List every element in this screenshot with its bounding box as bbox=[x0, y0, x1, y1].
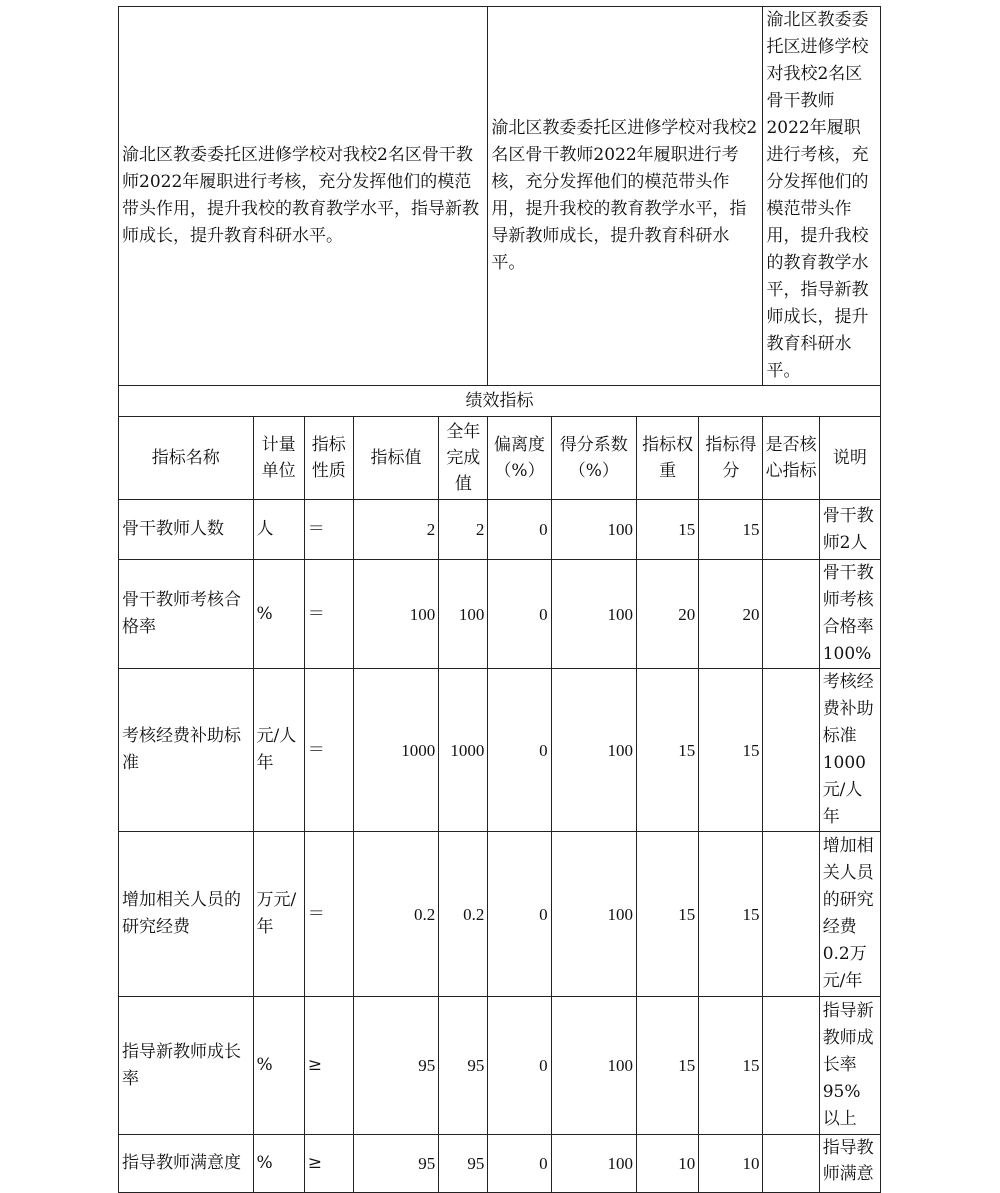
weight: 15 bbox=[636, 500, 698, 560]
description-cell: 渝北区教委委托区进修学校对我校2名区骨干教师2022年履职进行考核，充分发挥他们的模范带头作用，提升我校的教育教学水平，指导新教师成长，提升教育科研水平。 bbox=[763, 7, 881, 386]
score-coefficient: 100 bbox=[551, 500, 636, 560]
score: 15 bbox=[699, 832, 763, 997]
indicator-name: 指导新教师成长率 bbox=[119, 997, 254, 1135]
score: 15 bbox=[699, 500, 763, 560]
deviation: 0 bbox=[488, 500, 551, 560]
core-indicator bbox=[763, 1135, 819, 1193]
table-row bbox=[119, 832, 881, 997]
column-header: 指标性质 bbox=[304, 417, 353, 500]
note: 骨干教师考核合格率100% bbox=[819, 560, 880, 669]
weight: 20 bbox=[636, 560, 698, 669]
target-value: 95 bbox=[353, 1135, 438, 1193]
indicator-name: 指导教师满意度 bbox=[119, 1135, 254, 1193]
unit: 元/人年 bbox=[253, 669, 304, 832]
score-coefficient: 100 bbox=[551, 1135, 636, 1193]
nature: ＝ bbox=[304, 832, 353, 997]
core-indicator bbox=[763, 997, 819, 1135]
table-row bbox=[119, 560, 881, 669]
nature: ＝ bbox=[304, 560, 353, 669]
score: 15 bbox=[699, 997, 763, 1135]
target-value: 2 bbox=[353, 500, 438, 560]
weight: 15 bbox=[636, 832, 698, 997]
column-header: 是否核心指标 bbox=[763, 417, 819, 500]
score-coefficient: 100 bbox=[551, 832, 636, 997]
target-value: 100 bbox=[353, 560, 438, 669]
description-row bbox=[119, 7, 881, 386]
column-header: 指标值 bbox=[353, 417, 438, 500]
unit: 人 bbox=[253, 500, 304, 560]
deviation: 0 bbox=[488, 997, 551, 1135]
header-row bbox=[119, 417, 881, 500]
description-cell: 渝北区教委委托区进修学校对我校2名区骨干教师2022年履职进行考核，充分发挥他们的模范带头作用，提升我校的教育教学水平，指导新教师成长，提升教育科研水平。 bbox=[119, 7, 488, 386]
actual-value: 0.2 bbox=[439, 832, 488, 997]
deviation: 0 bbox=[488, 669, 551, 832]
unit: % bbox=[253, 997, 304, 1135]
unit: % bbox=[253, 560, 304, 669]
deviation: 0 bbox=[488, 1135, 551, 1193]
target-value: 95 bbox=[353, 997, 438, 1135]
actual-value: 95 bbox=[439, 1135, 488, 1193]
score: 20 bbox=[699, 560, 763, 669]
column-header: 偏离度（%） bbox=[488, 417, 551, 500]
column-header: 指标名称 bbox=[119, 417, 254, 500]
indicator-name: 增加相关人员的研究经费 bbox=[119, 832, 254, 997]
table-row bbox=[119, 1135, 881, 1193]
score: 10 bbox=[699, 1135, 763, 1193]
target-value: 0.2 bbox=[353, 832, 438, 997]
score: 15 bbox=[699, 669, 763, 832]
description-cell: 渝北区教委委托区进修学校对我校2名区骨干教师2022年履职进行考核，充分发挥他们的模范带头作用，提升我校的教育教学水平，指导新教师成长，提升教育科研水平。 bbox=[488, 7, 763, 386]
actual-value: 95 bbox=[439, 997, 488, 1135]
note: 骨干教师2人 bbox=[819, 500, 880, 560]
column-header: 计量单位 bbox=[253, 417, 304, 500]
column-header: 说明 bbox=[819, 417, 880, 500]
core-indicator bbox=[763, 669, 819, 832]
column-header: 全年完成值 bbox=[439, 417, 488, 500]
nature: ≥ bbox=[304, 997, 353, 1135]
table-row bbox=[119, 669, 881, 832]
deviation: 0 bbox=[488, 832, 551, 997]
core-indicator bbox=[763, 832, 819, 997]
score-coefficient: 100 bbox=[551, 560, 636, 669]
note: 指导新教师成长率95%以上 bbox=[819, 997, 880, 1135]
weight: 10 bbox=[636, 1135, 698, 1193]
nature: ≥ bbox=[304, 1135, 353, 1193]
column-header: 指标得分 bbox=[699, 417, 763, 500]
indicator-name: 骨干教师人数 bbox=[119, 500, 254, 560]
nature: ＝ bbox=[304, 669, 353, 832]
unit: 万元/年 bbox=[253, 832, 304, 997]
performance-table bbox=[118, 6, 881, 1193]
nature: ＝ bbox=[304, 500, 353, 560]
note: 考核经费补助标准1000元/人年 bbox=[819, 669, 880, 832]
table-row bbox=[119, 997, 881, 1135]
table-row bbox=[119, 500, 881, 560]
score-coefficient: 100 bbox=[551, 669, 636, 832]
actual-value: 2 bbox=[439, 500, 488, 560]
unit: % bbox=[253, 1135, 304, 1193]
column-header: 得分系数（%） bbox=[551, 417, 636, 500]
weight: 15 bbox=[636, 669, 698, 832]
column-header: 指标权重 bbox=[636, 417, 698, 500]
target-value: 1000 bbox=[353, 669, 438, 832]
note: 增加相关人员的研究经费0.2万元/年 bbox=[819, 832, 880, 997]
deviation: 0 bbox=[488, 560, 551, 669]
section-title-row bbox=[119, 386, 881, 417]
weight: 15 bbox=[636, 997, 698, 1135]
actual-value: 1000 bbox=[439, 669, 488, 832]
indicator-name: 考核经费补助标准 bbox=[119, 669, 254, 832]
score-coefficient: 100 bbox=[551, 997, 636, 1135]
core-indicator bbox=[763, 560, 819, 669]
indicator-name: 骨干教师考核合格率 bbox=[119, 560, 254, 669]
section-title: 绩效指标 bbox=[119, 386, 881, 417]
core-indicator bbox=[763, 500, 819, 560]
actual-value: 100 bbox=[439, 560, 488, 669]
note: 指导教师满意 bbox=[819, 1135, 880, 1193]
